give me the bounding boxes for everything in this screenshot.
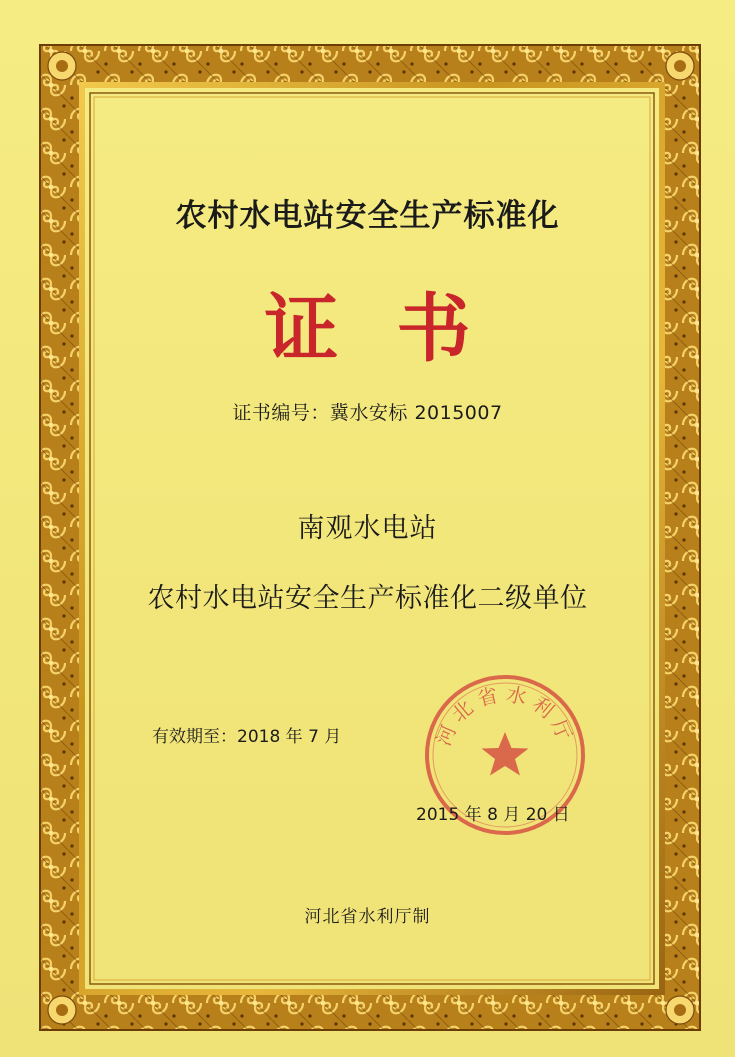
certificate-heading: 农村水电站安全生产标准化 [175,198,560,234]
certificate-number: 证书编号：冀水安标 2015007 [232,402,503,424]
seal-text: 河北省水利厅 [430,681,580,750]
star-icon [482,732,529,776]
issuing-authority: 河北省水利厅制 [304,907,431,927]
certification-level: 农村水电站安全生产标准化二级单位 [147,583,588,614]
organization-name: 南观水电站 [297,513,438,544]
valid-until: 有效期至：2018 年 7 月 [152,727,342,747]
certificate-title: 证书 [264,286,529,372]
issue-date: 2015 年 8 月 20 日 [416,805,570,825]
